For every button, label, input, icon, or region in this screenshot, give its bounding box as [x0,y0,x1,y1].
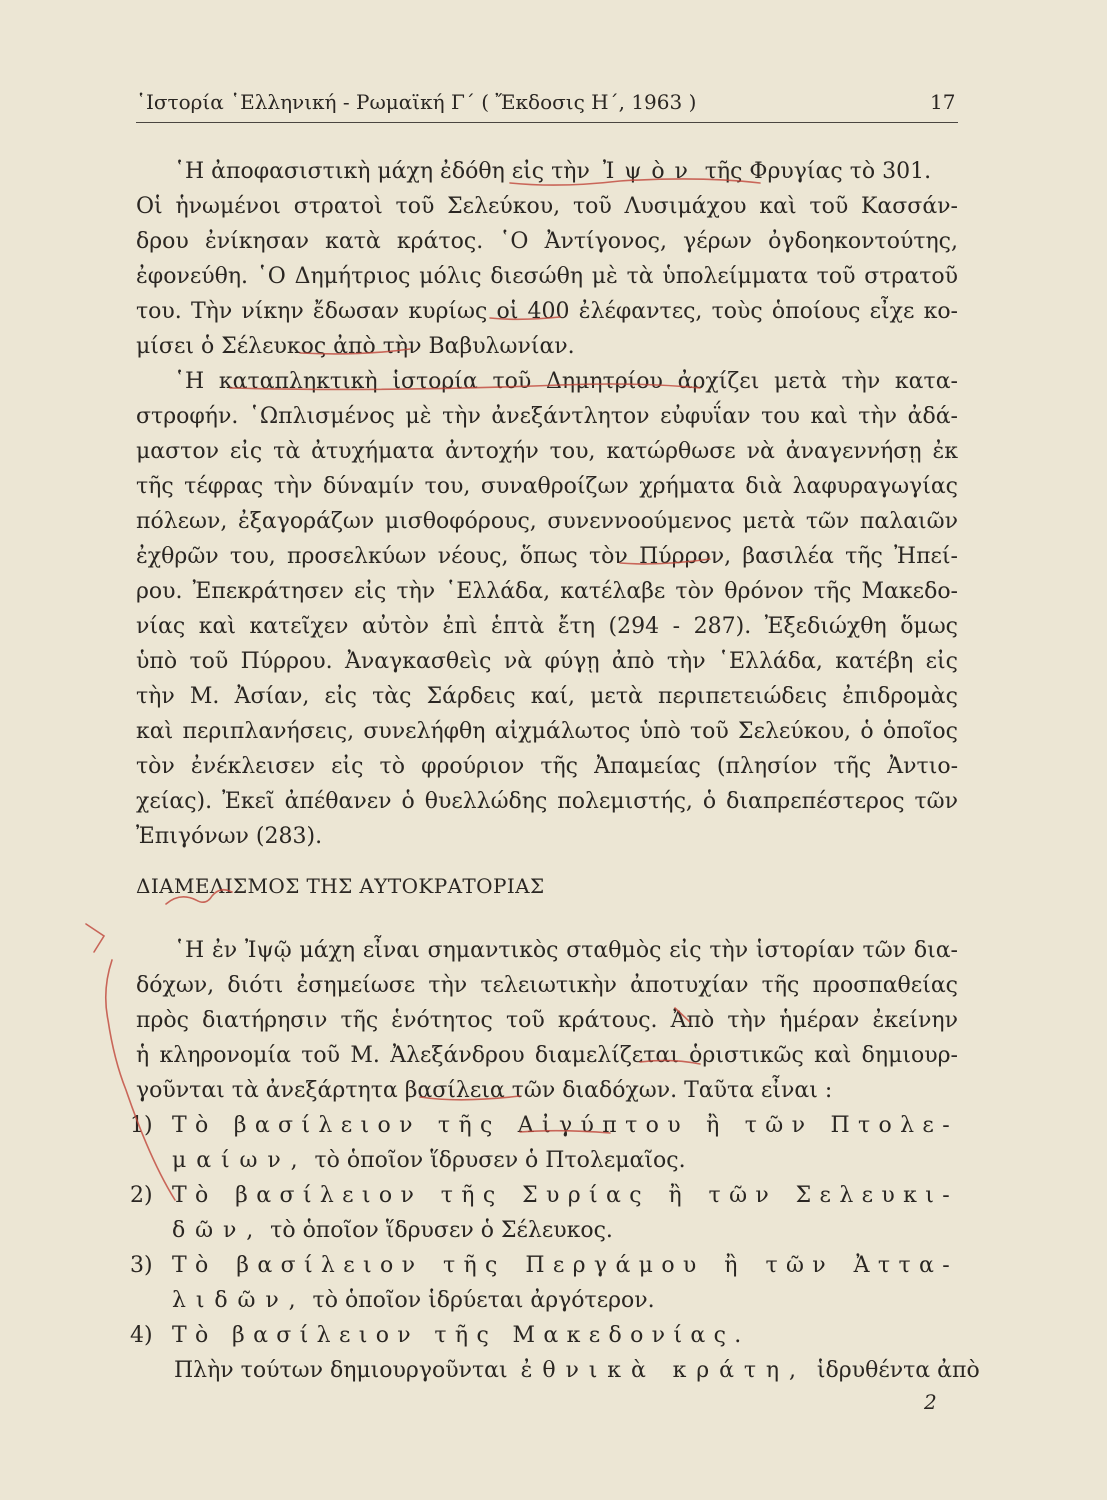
final-line [174,1356,980,1386]
paragraph-1-line-1-start: ῾Η ἀποφασιστικὴ μάχη ἐδόθη εἰς τὴν [174,159,590,184]
paragraph-2-line-10: τὴν Μ. Ἀσίαν, εἰς τὰς Σάρδεις καί, μετὰ περιπετειώδεις ἐπιδρομὰς [136,684,958,709]
kingdom-2-founder: τὸ ὁποῖον ἵδρυσεν ὁ Σέλευκος. [270,1218,613,1243]
kingdom-3-line-2 [172,1286,958,1316]
final-line-spaced: ἐθνικὰ κράτη, [520,1358,806,1383]
paragraph-2-line-4: τῆς τέφρας τὴν δύναμίν του, συναθροίζων χρήματα διὰ λαφυραγωγίας [136,474,958,499]
kingdom-3-line-1: Τὸ βασίλειον τῆς Περγάμου ἢ τῶν Ἀττα- [172,1253,958,1278]
spaced-word-ipsos: Ἰψὸν [602,159,698,184]
section-heading: ΔΙΑΜΕΛΙΣΜΟΣ ΤΗΣ ΑΥΤΟΚΡΑΤΟΡΙΑΣ [136,874,545,898]
running-header-title: ῾Ιστορία ῾Ελληνική - Ρωμαϊκή Γ΄ ( Ἔκδοσις Η΄, 1963 ) [136,90,697,114]
paragraph-3-line-3: πρὸς διατήρησιν τῆς ἑνότητος τοῦ κράτους. Ἀπὸ τὴν ἡμέραν ἐκείνην [136,1008,958,1033]
paragraph-1-line-1-end: τῆς Φρυγίας τὸ 301. [704,159,932,184]
kingdom-2-line-2 [172,1216,958,1246]
paragraph-2-line-14: Ἐπιγόνων (283). [136,824,323,849]
kingdom-1-line-1: Τὸ βασίλειον τῆς Αἰγύπτου ἢ τῶν Πτολε- [172,1113,958,1138]
final-line-start: Πλὴν τούτων δημιουργοῦνται [174,1358,508,1383]
paragraph-2-line-1: ῾Η καταπληκτικὴ ἱστορία τοῦ Δημητρίου ἀρχίζει μετὰ τὴν κατα- [174,369,958,394]
kingdom-1-founder: τὸ ὁποῖον ἵδρυσεν ὁ Πτολεμαῖος. [314,1148,686,1173]
paragraph-2-line-13: χείας). Ἐκεῖ ἀπέθανεν ὁ θυελλώδης πολεμιστής, ὁ διαπρεπέστερος τῶν [136,789,958,814]
kingdom-2-number: 2) [130,1183,153,1208]
header-rule [136,122,958,123]
kingdom-3-number: 3) [130,1253,153,1278]
page-number: 17 [930,90,956,114]
final-line-end: ἱδρυθέντα ἀπὸ [816,1358,980,1383]
paragraph-3-line-5: γοῦνται τὰ ἀνεξάρτητα βασίλεια τῶν διαδόχων. Ταῦτα εἶναι : [136,1078,833,1103]
paragraph-3-line-1: ῾Η ἐν Ἰψῷ μάχη εἶναι σημαντικὸς σταθμὸς εἰς τὴν ἱστορίαν τῶν δια- [174,938,958,963]
paragraph-1-line-4: ἐφονεύθη. ῾Ο Δημήτριος μόλις διεσώθη μὲ τὰ ὑπολείμματα τοῦ στρατοῦ [136,264,958,289]
paragraph-1-line-5: του. Τὴν νίκην ἔδωσαν κυρίως οἱ 400 ἐλέφαντες, τοὺς ὁποίους εἶχε κο- [136,299,958,324]
kingdom-4-number: 4) [130,1323,153,1348]
paragraph-2-line-6: ἐχθρῶν του, προσελκύων νέους, ὅπως τὸν Πύρρον, βασιλέα τῆς Ἠπεί- [136,544,958,569]
kingdom-3-founder: τὸ ὁποῖον ἱδρύεται ἀργότερον. [312,1288,655,1313]
paragraph-1-line-1 [174,157,958,187]
paragraph-1-line-2: Οἱ ἡνωμένοι στρατοὶ τοῦ Σελεύκου, τοῦ Λυσιμάχου καὶ τοῦ Κασσάν- [136,194,958,219]
paragraph-1-line-6: μίσει ὁ Σέλευκος ἀπὸ τὴν Βαβυλωνίαν. [136,334,575,359]
kingdom-1-number: 1) [130,1113,153,1138]
paragraph-1-line-3: δρου ἐνίκησαν κατὰ κράτος. ῾Ο Ἀντίγονος, γέρων ὀγδοηκοντούτης, [136,229,958,254]
kingdom-2-dynasty: δῶν, [172,1218,264,1243]
signature-mark: 2 [924,1390,937,1414]
paragraph-3-line-4: ἡ κληρονομία τοῦ Μ. Ἀλεξάνδρου διαμελίζεται ὁριστικῶς καὶ δημιουρ- [136,1043,958,1068]
paragraph-2-line-7: ρου. Ἐπεκράτησεν εἰς τὴν ῾Ελλάδα, κατέλαβε τὸν θρόνον τῆς Μακεδο- [136,579,958,604]
kingdom-1-line-2 [172,1146,958,1176]
kingdom-2-line-1: Τὸ βασίλειον τῆς Συρίας ἢ τῶν Σελευκι- [172,1183,958,1208]
paragraph-2-line-9: ὑπὸ τοῦ Πύρρου. Ἀναγκασθεὶς νὰ φύγῃ ἀπὸ τὴν ῾Ελλάδα, κατέβη εἰς [136,649,958,674]
paragraph-2-line-11: καὶ περιπλανήσεις, συνελήφθη αἰχμάλωτος ὑπὸ τοῦ Σελεύκου, ὁ ὁποῖος [136,719,958,744]
paragraph-2-line-8: νίας καὶ κατεῖχεν αὐτὸν ἐπὶ ἑπτὰ ἔτη (294 - 287). Ἐξεδιώχθη ὅμως [136,614,958,639]
paragraph-2-line-12: τὸν ἐνέκλεισεν εἰς τὸ φρούριον τῆς Ἀπαμείας (πλησίον τῆς Ἀντιο- [136,754,958,779]
paragraph-2-line-3: μαστον εἰς τὰ ἀτυχήματα ἀντοχήν του, κατώρθωσε νὰ ἀναγεννήσῃ ἐκ [136,439,958,464]
kingdom-3-dynasty: λιδῶν, [172,1288,306,1313]
kingdom-1-dynasty: μαίων, [172,1148,308,1173]
kingdom-4-line-1: Τὸ βασίλειον τῆς Μακεδονίας. [172,1323,750,1348]
annotation-margin-mark [86,924,104,952]
paragraph-2-line-5: πόλεων, ἐξαγοράζων μισθοφόρους, συνεννοούμενος μετὰ τῶν παλαιῶν [136,509,958,534]
paragraph-3-line-2: δόχων, διότι ἐσημείωσε τὴν τελειωτικὴν ἀποτυχίαν τῆς προσπαθείας [136,973,958,998]
paragraph-2-line-2: στροφήν. ῾Ωπλισμένος μὲ τὴν ἀνεξάντλητον εὐφυΐαν του καὶ τὴν ἀδά- [136,404,958,429]
